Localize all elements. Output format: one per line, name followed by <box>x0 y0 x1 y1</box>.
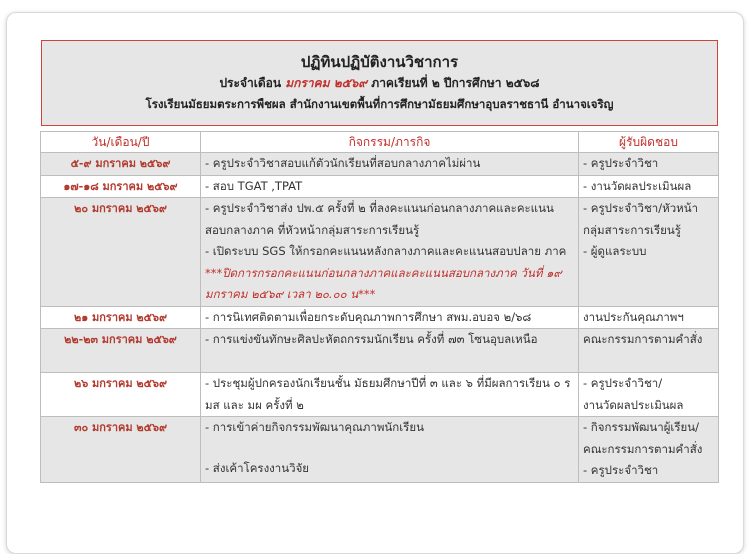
activity-line: - การเข้าค่ายกิจกรรมพัฒนาคุณภาพนักเรียน <box>205 420 424 434</box>
owner-line: - ครูประจำวิชา <box>583 463 659 477</box>
owner-line: คณะกรรมการตามคำสั่ง <box>583 332 703 346</box>
table-row <box>41 329 719 373</box>
row-activity <box>201 329 579 373</box>
row-activity <box>201 198 579 307</box>
activity-note: ***ปิดการกรอกคะแนนก่อนกลางภาคและคะแนนสอบกลางภาค วันที่ ๑๙ มกราคม ๒๕๖๙ เวลา ๒๐.๐๐ น*** <box>205 265 562 301</box>
owner-line: - ผู้ดูแลระบบ <box>583 244 647 258</box>
row-owner <box>579 153 719 176</box>
activity-line: - ครูประจำวิชาสอบแก้ตัวนักเรียนที่สอบกลางภาคไม่ผ่าน <box>205 156 481 170</box>
table-row <box>41 306 719 329</box>
row-activity <box>201 306 579 329</box>
row-activity <box>201 175 579 198</box>
activity-line: - ส่งเค้าโครงงานวิจัย <box>205 460 310 475</box>
activity-line: - การแข่งขันทักษะศิลปะหัตถกรรมนักเรียน ครั้งที่ ๗๓ โซนอุบลเหนือ <box>205 332 538 346</box>
subtitle <box>42 73 717 94</box>
row-date: ๑๗-๑๘ มกราคม ๒๕๖๙ <box>41 175 201 198</box>
column-header-activity: กิจกรรม/ภารกิจ <box>201 132 579 153</box>
subtitle-month: มกราคม ๒๕๖๙ <box>285 76 368 90</box>
activity-line: - ครูประจำวิชาส่ง ปพ.๕ ครั้งที่ ๒ ที่ลงคะแนนก่อนกลางภาคและคะแนน สอบกลางภาค ที่หัวหน้ากลุ่มสาระการเรียนรู้ <box>205 201 554 237</box>
row-date: ๒๑ มกราคม ๒๕๖๙ <box>41 306 201 329</box>
row-owner <box>579 306 719 329</box>
row-owner <box>579 417 719 483</box>
table-row <box>41 198 719 307</box>
activity-line: - การนิเทศติดตามเพื่อยกระดับคุณภาพการศึกษา สพม.อบอจ ๒/๖๘ <box>205 309 532 324</box>
table-row <box>41 373 719 417</box>
row-owner <box>579 175 719 198</box>
header-box <box>41 40 718 126</box>
owner-line: - ครูประจำวิชา/ <box>583 376 663 390</box>
row-activity <box>201 153 579 176</box>
table-row <box>41 417 719 483</box>
school-line: โรงเรียนมัธยมตระการพืชผล สำนักงานเขตพื้นที่การศึกษามัธยมศึกษาอุบลราชธานี อำนาจเจริญ <box>145 97 614 111</box>
row-date: ๒๐ มกราคม ๒๕๖๙ <box>41 198 201 307</box>
row-date: ๕-๙ มกราคม ๒๕๖๙ <box>41 153 201 176</box>
row-activity <box>201 417 579 483</box>
row-owner <box>579 329 719 373</box>
owner-line: - ครูประจำวิชา <box>583 156 659 170</box>
row-date: ๓๐ มกราคม ๒๕๖๙ <box>41 417 201 483</box>
row-owner <box>579 373 719 417</box>
schedule-table <box>40 131 719 483</box>
column-header-owner: ผู้รับผิดชอบ <box>579 132 719 153</box>
owner-line: - กิจกรรมพัฒนาผู้เรียน/ คณะกรรมการตามคำสั่ง <box>583 420 703 456</box>
activity-line: - ประชุมผู้ปกครองนักเรียนชั้น มัธยมศึกษาปีที่ ๓ และ ๖ ที่มีผลการเรียน ๐ ร มส และ มผ ครั้งที่ ๒ <box>205 376 571 412</box>
subtitle-suffix: ภาคเรียนที่ ๒ ปีการศึกษา ๒๕๖๘ <box>371 76 540 90</box>
row-date: ๒๒-๒๓ มกราคม ๒๕๖๙ <box>41 329 201 373</box>
table-row <box>41 175 719 198</box>
table-header-row <box>41 132 719 153</box>
owner-line: - งานวัดผลประเมินผล <box>583 178 692 193</box>
activity-line: - สอบ TGAT ,TPAT <box>205 178 303 193</box>
subtitle-prefix: ประจำเดือน <box>219 76 282 90</box>
row-date: ๒๖ มกราคม ๒๕๖๙ <box>41 373 201 417</box>
row-owner <box>579 198 719 307</box>
row-activity <box>201 373 579 417</box>
column-header-date: วัน/เดือน/ปี <box>41 132 201 153</box>
activity-line <box>205 241 574 306</box>
owner-line: งานวัดผลประเมินผล <box>583 397 684 412</box>
owner-line: งานประกันคุณภาพฯ <box>583 309 684 324</box>
table-row <box>41 153 719 176</box>
activity-text: - เปิดระบบ SGS ให้กรอกคะแนนหลังกลางภาคและคะแนนสอบปลาย ภาค <box>205 244 567 258</box>
owner-line: - ครูประจำวิชา/หัวหน้ากลุ่มสาระการเรียนรู้ <box>583 201 699 237</box>
page-title: ปฏิทินปฏิบัติงานวิชาการ <box>300 53 459 71</box>
